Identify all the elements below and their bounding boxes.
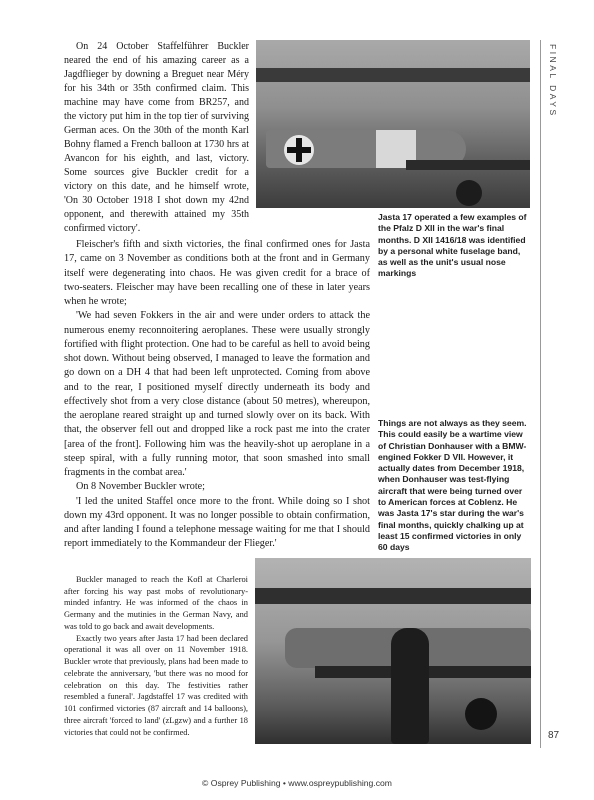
body-text-3	[64, 574, 248, 738]
upper-wing	[255, 588, 531, 604]
paragraph-2: Fleischer's fifth and sixth victories, the final confirmed ones for Jasta 17, came on 3 November as conditions both at the front and in Germany itself were degenerating into chaos. He was given credit for a brace of two-seaters. Fleischer may have been recalling one of these in later years when he wrote;	[64, 239, 370, 307]
photo-fokker-dvii	[255, 558, 531, 744]
side-rule	[540, 40, 541, 748]
page-number: 87	[548, 730, 560, 741]
paragraph-6: Buckler managed to reach the Kofl at Charleroi after forcing his way past mobs of revolutionary-minded infantry. He was informed of the chaos in Germany and the mutinies in the German Navy, and was told to go back and await developments.	[64, 575, 248, 631]
paragraph-7: Exactly two years after Jasta 17 had been declared operational it was all over on 11 November 1918. Buckler wrote that previously, plans had been made to celebrate the anniversary, 'but there was no mood for celebration on this day. The festivities rather resembled a funeral'. Jagdstaffel 17 was credited with 101 confirmed victories (87 aircraft and 14 balloons), three aircraft 'forced to land' (zLgzw) and a further 18 victories that could not be confirmed.	[64, 633, 248, 737]
wheel	[465, 698, 497, 730]
body-text	[64, 40, 530, 236]
paragraph-3: 'We had seven Fokkers in the air and were under orders to attack the numerous enemy reconnoitering aeroplanes. These were usually strongly fortified with flight protection. One had to be careful as hell to avoid being shot down. Without being observed, I managed to leave the formation and go down on a DH 4 that had been left unprotected. Coming from above and to the rear, I positioned myself directly underneath its body and effectively shot from a very close distance (about 50 metres), whereupon, the aeroplane reared straight up and turned slowly over on its back. With that, the observer fell out and dropped like a rock past me into the crater [area of the front]. Following him was the heavily-shot up aeroplane in a steep spiral, with a fully running motor, that soon smashed into small fragments in the combat area.'	[64, 310, 370, 478]
caption-photo1: Jasta 17 operated a few examples of the Pfalz D XII in the war's final months. D XII 1416/18 was identified by a personal white fuselage band, as well as the unit's usual nose markings	[378, 212, 527, 279]
caption-photo3: Things are not always as they seem. This could easily be a wartime view of Christian Donhauser with a BMW-engined Fokker D VII. However, it actually dates from December 1918, when Donhauser was test-flying aircraft that were being turned over to American forces at Coblenz. He was Jasta 17's star during the war's final months, quickly chalking up at least 15 confirmed victories in only 60 days	[378, 418, 527, 553]
paragraph-5: 'I led the united Staffel once more to the front. While doing so I shot down my 43rd opponent. It was no longer possible to obtain confirmation, and after landing I found a telephone message waiting for me that I should report immediately to the Kommandeur der Flieger.'	[64, 495, 370, 550]
pilot-figure	[391, 628, 429, 744]
footer-credit: © Osprey Publishing • www.ospreypublishing.com	[202, 778, 392, 788]
section-label: FINAL DAYS	[548, 44, 558, 118]
paragraph-1: On 24 October Staffelführer Buckler neared the end of his amazing career as a Jagdflieger by downing a Breguet near Méry for his 34th or 35th confirmed claim. This machine may have come from BR257, and the victory put him in the top tier of surviving German aces. On the 30th of the month Karl Bohny flamed a French balloon at 1730 hrs at Avancon for his eighth, and last, victory. Some sources give Buckler credit for a victory on this date, and he himself wrote, 'On 30 October 1918 I shot down my 42nd opponent, and therewith attained my 35th confirmed victory'.	[64, 41, 249, 234]
paragraph-4: On 8 November Buckler wrote;	[76, 481, 206, 493]
body-text-2	[64, 238, 370, 552]
